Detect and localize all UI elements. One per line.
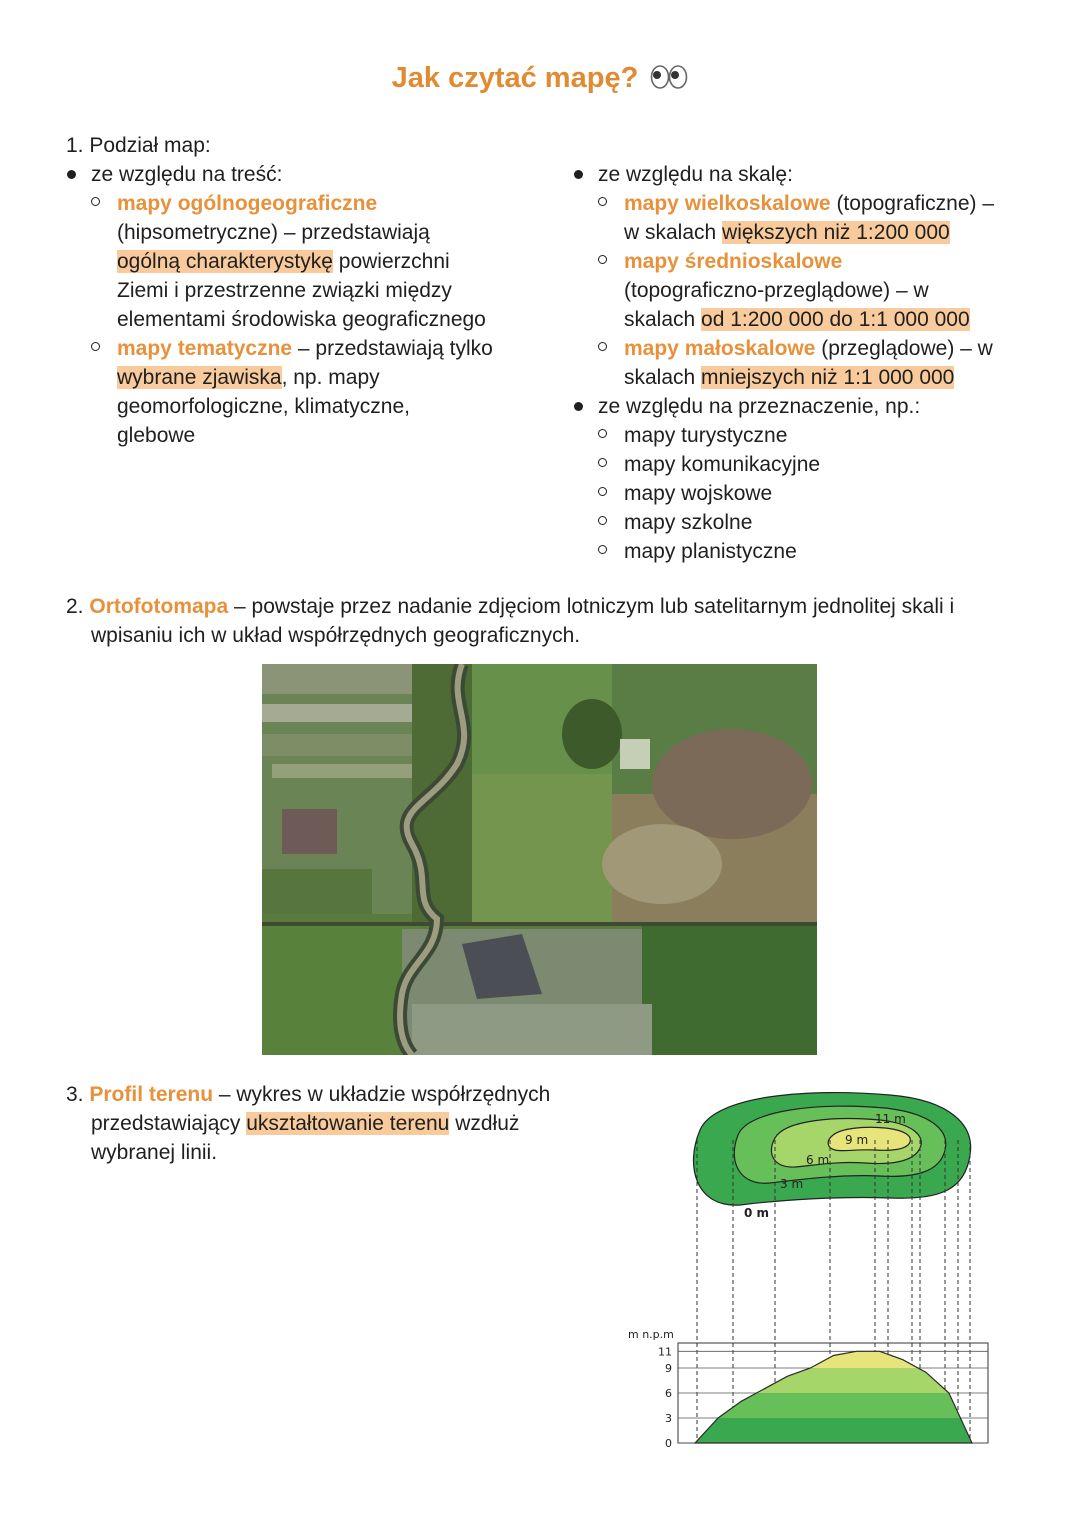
profile-band-2: [678, 1368, 988, 1393]
profile-band-3: [678, 1347, 988, 1368]
large-scale-item: mapy wielkoskalowe (topograficzne) –: [624, 192, 995, 215]
list-item: mapy planistyczne: [624, 540, 797, 563]
orthophotomap-definition: 2. Ortofotomapa – powstaje przez nadanie zdjęciom lotniczym lub satelitarnym jednolitej skali i: [66, 595, 955, 618]
y-tick-label: 9: [665, 1362, 672, 1375]
medium-scale-item: mapy średnioskalowe: [624, 250, 843, 273]
general-maps-text: Ziemi i przestrzenne związki między: [117, 279, 452, 302]
y-tick-label: 3: [665, 1412, 672, 1425]
small-scale-text: skalach mniejszych niż 1:1 000 000: [624, 366, 955, 389]
thematic-maps-text: geomorfologiczne, klimatyczne,: [117, 395, 410, 418]
eyes-emoji-icon: [650, 64, 688, 98]
page-title: Jak czytać mapę?: [0, 62, 1080, 98]
circle-bullet-icon: [598, 458, 607, 467]
circle-bullet-icon: [598, 429, 607, 438]
y-tick-label: 6: [665, 1387, 672, 1400]
general-maps-text: ogólną charakterystykę powierzchni: [117, 250, 450, 273]
small-scale-item: mapy małoskalowe (przeglądowe) – w: [624, 337, 993, 360]
contour-9m: [828, 1127, 910, 1150]
contour-label: 9 m: [845, 1133, 869, 1147]
circle-bullet-icon: [598, 255, 607, 264]
circle-bullet-icon: [91, 197, 100, 206]
circle-bullet-icon: [598, 545, 607, 554]
content-criterion-label: ze względu na treść:: [91, 163, 283, 186]
general-maps-item: mapy ogólnogeograficzne: [117, 192, 378, 215]
contour-label: 11 m: [875, 1112, 906, 1126]
y-axis-label: m n.p.m: [628, 1328, 674, 1341]
terrain-profile-definition: 3. Profil terenu – wykres w układzie współrzędnych: [66, 1083, 551, 1106]
bullet-icon: [574, 170, 583, 179]
list-item: mapy wojskowe: [624, 482, 773, 505]
thematic-maps-item: mapy tematyczne – przedstawiają tylko: [117, 337, 493, 360]
contour-label: 0 m: [744, 1206, 770, 1220]
contour-label: 3 m: [780, 1177, 804, 1191]
general-maps-text: (hipsometryczne) – przedstawiają: [117, 221, 430, 244]
circle-bullet-icon: [598, 487, 607, 496]
circle-bullet-icon: [598, 342, 607, 351]
bullet-icon: [574, 402, 583, 411]
orthophoto-image: [262, 664, 817, 1055]
terrain-profile-definition-cont: wybranej linii.: [91, 1141, 218, 1164]
profile-band-0: [678, 1418, 988, 1443]
terrain-profile-definition-cont: przedstawiający ukształtowanie terenu wzdłuż: [91, 1112, 520, 1135]
medium-scale-text: (topograficzno-przeglądowe) – w: [624, 279, 929, 302]
terrain-profile-chart: [620, 1080, 1000, 1455]
circle-bullet-icon: [598, 516, 607, 525]
orthophotomap-definition-cont: wpisaniu ich w układ współrzędnych geograficznych.: [91, 624, 581, 647]
y-tick-label: 0: [665, 1437, 672, 1450]
list-item: mapy turystyczne: [624, 424, 788, 447]
large-scale-text: w skalach większych niż 1:200 000: [624, 221, 950, 244]
contour-label: 6 m: [806, 1153, 830, 1167]
general-maps-text: elementami środowiska geograficznego: [117, 308, 486, 331]
scale-criterion-label: ze względu na skalę:: [598, 163, 793, 186]
section1-heading: 1. Podział map:: [66, 134, 211, 157]
medium-scale-text: skalach od 1:200 000 do 1:1 000 000: [624, 308, 970, 331]
thematic-maps-text: glebowe: [117, 424, 196, 447]
list-item: mapy komunikacyjne: [624, 453, 821, 476]
purpose-criterion-label: ze względu na przeznaczenie, np.:: [598, 395, 921, 418]
bullet-icon: [67, 170, 76, 179]
profile-band-1: [678, 1393, 988, 1418]
circle-bullet-icon: [91, 342, 100, 351]
thematic-maps-text: wybrane zjawiska, np. mapy: [117, 366, 380, 389]
circle-bullet-icon: [598, 197, 607, 206]
y-tick-label: 11: [658, 1345, 672, 1359]
list-item: mapy szkolne: [624, 511, 753, 534]
